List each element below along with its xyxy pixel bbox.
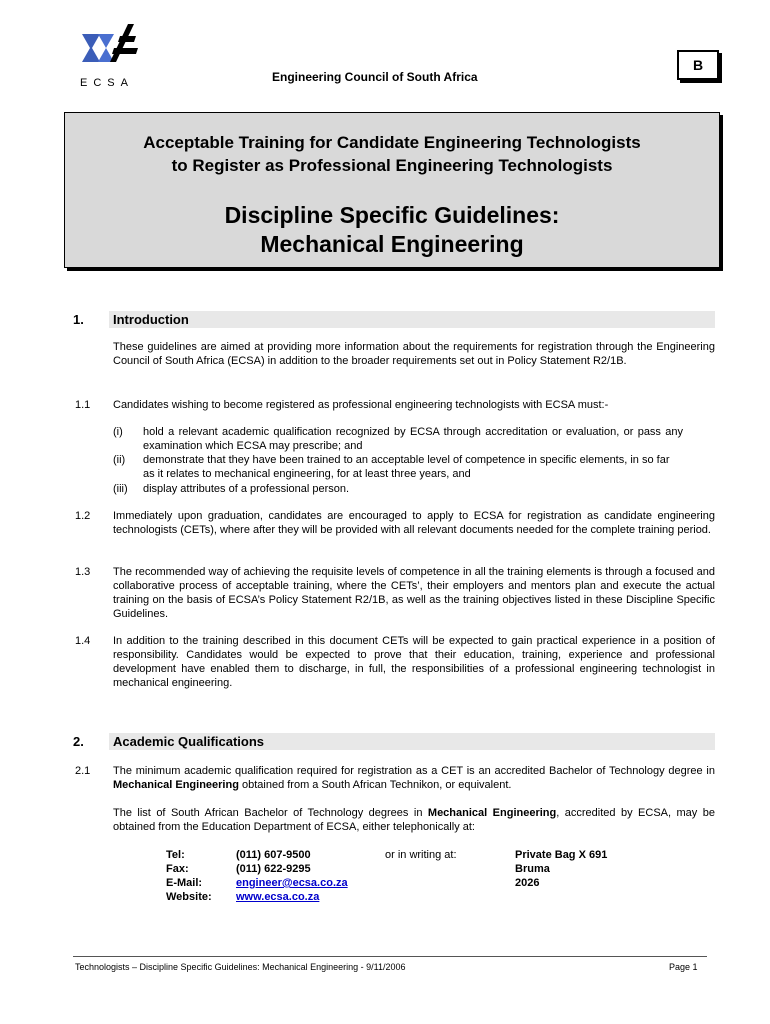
intro-paragraph: These guidelines are aimed at providing more information about the requirements for registration through the Engineering Council of South Africa (ECSA) in addition to the broader requirements set out in Policy Statement R2/1B. [113, 341, 715, 367]
writing-label: or in writing at: [385, 849, 457, 861]
tel-value: (011) 607-9500 [236, 849, 311, 861]
section-number: 2. [73, 734, 84, 749]
list-item-number: (iii) [113, 483, 128, 495]
address-line-1: Private Bag X 691 [515, 849, 608, 861]
list-item-number: (ii) [113, 454, 126, 466]
fax-value: (011) 622-9295 [236, 863, 311, 875]
list-item: display attributes of a professional person. [143, 483, 350, 495]
email-label: E-Mail: [166, 877, 203, 889]
text-run-bold: Mechanical Engineering [427, 807, 557, 819]
page-title [65, 201, 719, 259]
section-number: 1. [73, 312, 84, 327]
address-line-2: Bruma [515, 863, 550, 875]
text-run: , accredited by ECSA, may be obtained from the Education Department of ECSA, either telephonically at: [113, 807, 715, 833]
title-line-1: Discipline Specific Guidelines: [224, 202, 560, 228]
section-title: Introduction [113, 312, 189, 327]
website-link[interactable]: www.ecsa.co.za [236, 891, 320, 903]
council-name: Engineering Council of South Africa [272, 70, 478, 84]
paragraph-number: 2.1 [75, 765, 91, 777]
tel-label: Tel: [166, 849, 185, 861]
list-item-number: (i) [113, 426, 123, 438]
footer-text: Technologists – Discipline Specific Guidelines: Mechanical Engineering - 9/11/2006 [75, 962, 406, 972]
page-number: Page 1 [669, 962, 698, 972]
paragraph-number: 1.1 [75, 399, 91, 411]
list-item: hold a relevant academic qualification recognized by ECSA through accreditation or evaluation, or pass any examination which ECSA may prescribe; and [143, 426, 683, 452]
ecsa-logo-icon [80, 22, 140, 78]
section-2-header [73, 733, 715, 750]
paragraph-1-1: Candidates wishing to become registered as professional engineering technologists with ECSA must:- [113, 399, 609, 411]
paragraph-1-3: The recommended way of achieving the requisite levels of competence in all the training elements is through a focused and collaborative process of acceptable training, where the CETs’, their employers and mentors plan and execute the actual training on the basis of ECSA’s Policy Statement R2/1B, as well as the training objectives listed in these Discipline Specific Guidelines. [113, 566, 715, 620]
subtitle-line-1: Acceptable Training for Candidate Engineering Technologists [143, 133, 641, 152]
title-box [64, 112, 720, 268]
logo-text: ECSA [80, 77, 134, 89]
list-item: demonstrate that they have been trained to an acceptable level of competence in specific elements, in so far as it relates to mechanical engineering, for at least three years, and [143, 454, 670, 480]
footer-divider [73, 956, 707, 957]
paragraph-number: 1.3 [75, 566, 91, 578]
document-badge: B [677, 50, 719, 80]
paragraph-number: 1.4 [75, 635, 91, 647]
fax-label: Fax: [166, 863, 189, 875]
paragraph-1-2: Immediately upon graduation, candidates are encouraged to apply to ECSA for registration as candidate engineering technologists (CETs), where after they will be provided with all relevant documents needed for the complete training period. [113, 510, 715, 536]
paragraph-number: 1.2 [75, 510, 91, 522]
website-label: Website: [166, 891, 212, 903]
email-link[interactable]: engineer@ecsa.co.za [236, 877, 348, 889]
paragraph-1-4: In addition to the training described in this document CETs will be expected to gain practical experience in a position of responsibility. Candidates would be expected to prove that their education, training, experience and professional development have enabled them to discharge, in full, the responsibilities of a professional engineering technologist in mechanical engineering. [113, 635, 715, 689]
title-line-2: Mechanical Engineering [260, 231, 524, 257]
text-run-bold: Mechanical Engineering [113, 779, 239, 791]
section-1-header [73, 311, 715, 328]
address-line-3: 2026 [515, 877, 540, 889]
text-run: obtained from a South African Technikon, or equivalent. [238, 779, 512, 791]
paragraph-2-2 [113, 806, 715, 834]
text-run: The list of South African Bachelor of Technology degrees in [113, 807, 428, 819]
subtitle [65, 131, 719, 177]
section-bar [109, 311, 715, 328]
subtitle-line-2: to Register as Professional Engineering Technologists [171, 156, 613, 175]
section-title: Academic Qualifications [113, 734, 264, 749]
text-run: The minimum academic qualification required for registration as a CET is an accredited Bachelor of Technology degree in [113, 765, 715, 777]
paragraph-2-1 [113, 764, 715, 792]
